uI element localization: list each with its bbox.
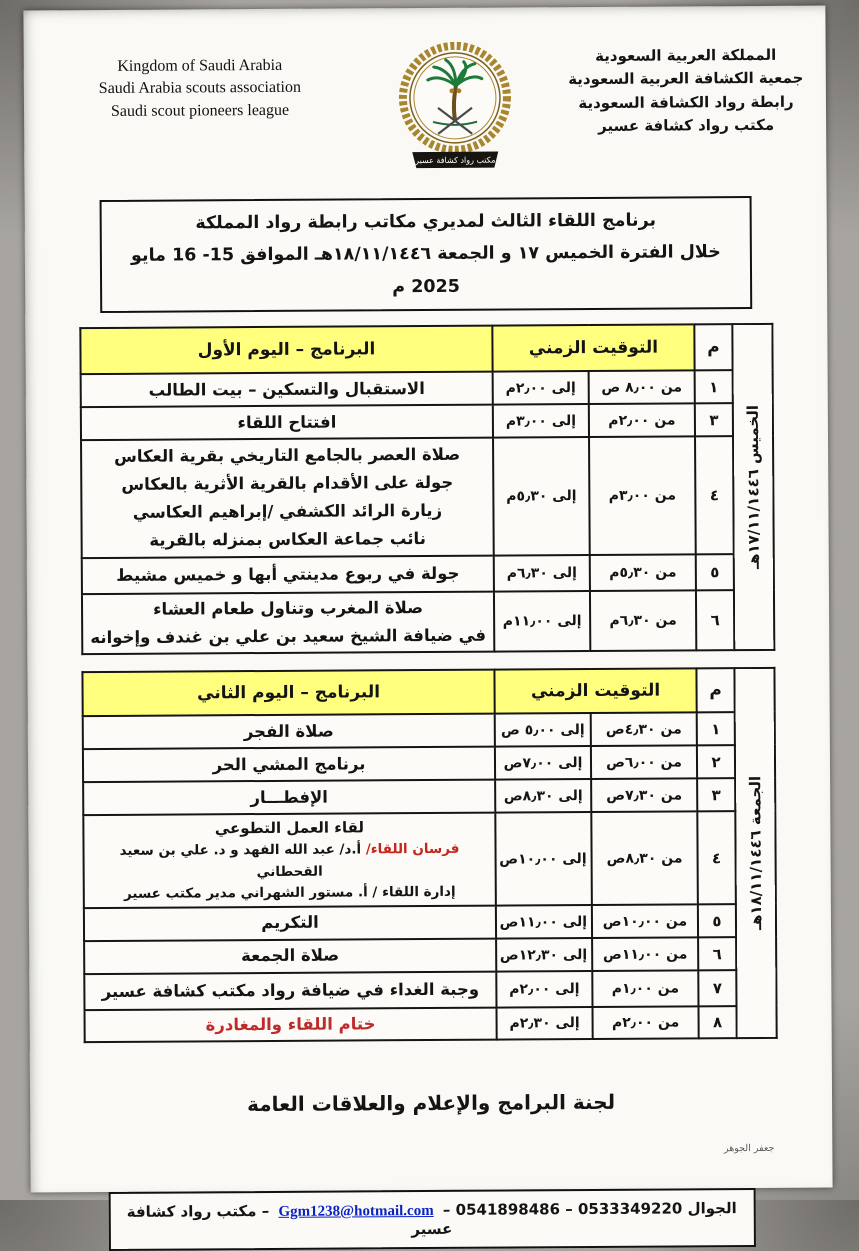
row-number: ٧ [698, 970, 736, 1006]
day2-side-label: الجمعة ١٨/١١/١٤٤٦هـ [734, 668, 776, 1038]
row-number: ١ [695, 370, 733, 403]
signature-text: جعفر الجوهر [723, 1142, 775, 1155]
time-to-cell: إلى ١١٫٠٠ص [496, 905, 592, 939]
table-row [81, 436, 774, 558]
time-from-cell: من ١٠٫٠٠ص [592, 904, 698, 938]
title-line-2: خلال الفترة الخميس ١٧ و الجمعة ١٨/١١/١٤٤٦هـ الموافق 15- 16 مايو 2025 م [130, 242, 721, 297]
row-number: ٦ [698, 937, 736, 970]
title-box [100, 196, 753, 313]
time-to-cell: إلى ١١٫٠٠م [494, 591, 590, 652]
program-cell: التكريم [84, 906, 496, 942]
org-name-english: Kingdom of Saudi Arabia Saudi Arabia scouts association Saudi scout pioneers league [98, 56, 302, 120]
program-cell: ختام اللقاء والمغادرة [85, 1008, 497, 1043]
program-cell: صلاة المغرب وتناول طعام العشاء في ضيافة الشيخ سعيد بن علي بن غندف وإخوانه [82, 592, 494, 655]
time-from-cell: من ٨٫٠٠ ص [589, 370, 695, 404]
time-from-cell: من ٨٫٣٠ص [591, 812, 698, 905]
program-cell: الاستقبال والتسكين – بيت الطالب [81, 372, 493, 408]
program-cell: الإفطـــار [83, 780, 495, 816]
program-cell: جولة في ربوع مدينتي أبها و خميس مشيط [82, 556, 494, 595]
time-to-cell: إلى ٢٫٠٠م [493, 371, 589, 405]
table-row [82, 590, 774, 654]
letterhead [24, 36, 827, 185]
time-from-cell: من ٢٫٠٠م [589, 403, 695, 437]
logo-banner-text: مكتب رواد كشافة عسير [415, 155, 496, 166]
program-cell: صلاة الجمعة [84, 939, 496, 975]
row-number: ٢ [697, 745, 735, 778]
program-cell: برنامج المشي الحر [83, 747, 495, 783]
table-row [83, 712, 775, 749]
time-from-cell: من ١١٫٠٠ص [592, 937, 698, 971]
meeting-knights-label: فرسان اللقاء/ [365, 841, 460, 858]
time-to-cell: إلى ٣٫٠٠م [493, 404, 589, 438]
table-row [81, 403, 773, 440]
day2-schedule-table [81, 667, 777, 1043]
time-to-cell: إلى ٢٫٣٠م [496, 1007, 592, 1040]
scout-emblem-icon [390, 37, 521, 178]
row-number: ٦ [696, 590, 734, 650]
day1-schedule-table [79, 323, 775, 655]
time-from-cell: من ٣٫٠٠م [589, 436, 696, 555]
time-to-cell: إلى ٦٫٣٠م [494, 555, 590, 592]
row-number: ١ [697, 712, 735, 745]
table-row [81, 370, 773, 407]
time-to-cell: إلى ٥٫٠٠ ص [495, 713, 591, 747]
time-from-cell: من ٢٫٠٠م [592, 1006, 698, 1039]
program-cell: صلاة الفجر [83, 714, 495, 750]
title-line-1: برنامج اللقاء الثالث لمديري مكاتب رابطة رواد المملكة [195, 210, 657, 234]
table-row [84, 970, 776, 1010]
time-to-cell: إلى ١٠٫٠٠ص [495, 812, 592, 905]
time-to-cell: إلى ٥٫٣٠م [493, 437, 590, 556]
program-cell: وجبة الغداء في ضيافة رواد مكتب كشافة عسير [84, 972, 496, 1011]
day1-column-header-time: التوقيت الزمني [492, 324, 694, 371]
scanned-page [23, 6, 832, 1239]
row-number: ٥ [698, 904, 736, 937]
time-from-cell: من ٤٫٣٠ص [591, 713, 697, 747]
office-name-text: – مكتب رواد كشافة عسير [126, 1202, 453, 1239]
day2-column-header-time: التوقيت الزمني [494, 669, 696, 714]
committee-title: لجنة البرامج والإعلام والعلاقات العامة [246, 1089, 616, 1117]
time-from-cell: من ٦٫٣٠م [590, 590, 696, 651]
time-from-cell: من ٥٫٣٠م [590, 554, 696, 591]
contact-box [108, 1188, 755, 1251]
table-row [83, 778, 775, 815]
program-cell [83, 813, 496, 908]
row-number: ٣ [695, 403, 733, 436]
row-number: ٣ [697, 778, 735, 811]
day1-column-header-program: البرنامج – اليوم الأول [80, 326, 492, 375]
time-to-cell: إلى ٢٫٠٠م [496, 971, 592, 1008]
time-to-cell: إلى ٧٫٠٠ص [495, 746, 591, 780]
day1-column-header-num: م [694, 324, 732, 370]
program-cell: افتتاح اللقاء [81, 405, 493, 441]
row-number: ٤ [697, 811, 736, 904]
time-from-cell: من ٧٫٣٠ص [591, 779, 697, 813]
org-name-arabic: المملكة العربية السعودية جمعية الكشافة العربية السعودية رابطة رواد الكشافة السعودية مكتب رواد كشافة عسير [568, 45, 804, 135]
time-from-cell: من ٦٫٠٠ص [591, 746, 697, 780]
program-line-1: لقاء العمل التطوعي [214, 818, 365, 838]
time-from-cell: من ١٫٠٠م [592, 970, 698, 1007]
row-number: ٨ [698, 1006, 736, 1038]
day2-column-header-num: م [696, 668, 734, 712]
row-number: ٤ [695, 436, 734, 554]
scout-logo [390, 37, 521, 182]
email-link[interactable]: Ggm1238@hotmail.com [278, 1203, 434, 1220]
time-to-cell: إلى ١٢٫٣٠ص [496, 938, 592, 972]
day2-column-header-program: البرنامج – اليوم الثاني [82, 670, 494, 717]
time-to-cell: إلى ٨٫٣٠ص [495, 779, 591, 813]
phone-numbers-text: الجوال 0533349220 – 0541898486 – [442, 1199, 737, 1219]
day1-side-label: الخميس ١٧/١١/١٤٤٦هـ [732, 324, 774, 650]
table-row [82, 554, 774, 594]
table-row [83, 811, 776, 908]
table-row [84, 904, 776, 941]
row-number: ٥ [696, 554, 734, 590]
program-line-3: إدارة اللقاء / أ. مستور الشهراني مدير مكتب عسير [123, 884, 456, 903]
table-row [84, 937, 776, 974]
program-cell: صلاة العصر بالجامع التاريخي بقرية العكاس جولة على الأقدام بالقرية الأثرية بالعكاس زيارة الرائد الكشفي /إبراهيم العكاسي نائب جماعة العكاس بمنزله بالقرية [81, 438, 494, 559]
table-row [83, 745, 775, 782]
table-row [85, 1006, 777, 1042]
program-line-2: فرسان اللقاء/ أ.د/ عبد الله الفهد و د. علي بن سعيد القحطاني [119, 841, 460, 880]
